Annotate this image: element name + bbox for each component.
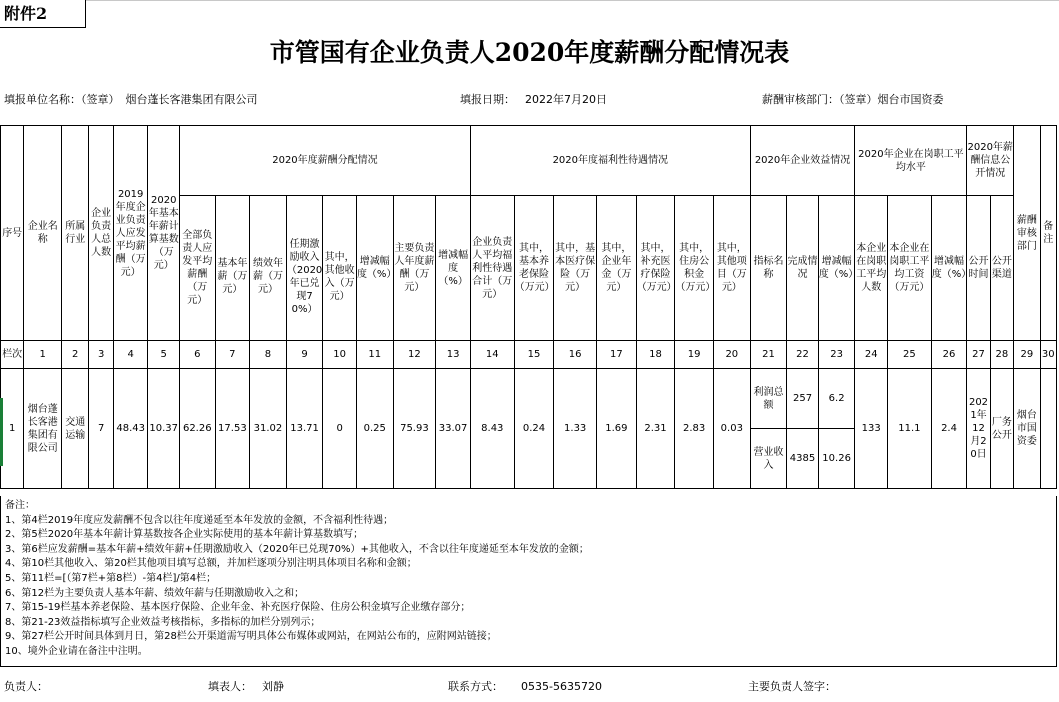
- header-disclose-channel: 公开渠道: [990, 196, 1013, 341]
- header-perf-indicator: 指标名称: [750, 196, 787, 341]
- selection-marker: [0, 398, 3, 466]
- header-welfare-other: 其中，其他项目（万元）: [713, 196, 750, 341]
- cell-review-dept: 烟台市国资委: [1014, 369, 1040, 489]
- fill-date-value: 2022年7月20日: [525, 93, 607, 106]
- header-pay-perf: 绩效年薪（万元）: [250, 214, 287, 341]
- cell-head-count: 7: [89, 369, 113, 489]
- colnum-19: 19: [675, 341, 714, 369]
- colnum-4: 4: [113, 341, 148, 369]
- cell-avg-2019: 48.43: [113, 369, 148, 489]
- colnum-5: 5: [148, 341, 180, 369]
- header-pay-basic: 基本年薪（万元）: [215, 214, 250, 341]
- colnum-6: 6: [179, 341, 215, 369]
- colnum-21: 21: [750, 341, 787, 369]
- cell-staff-count: 133: [855, 369, 888, 489]
- header-avg-2019: 2019年度企业负责人应发平均薪酬（万元）: [113, 126, 148, 341]
- header-welfare-total: 企业负责人平均福利性待遇合计（万元）: [470, 196, 514, 341]
- colnum-29: 29: [1014, 341, 1040, 369]
- review-dept-label: 薪酬审核部门：（签章）: [762, 93, 878, 106]
- cell-indicator-1: 利润总额: [750, 369, 787, 429]
- header-pay-spacer-3: [286, 196, 323, 214]
- colnum-12: 12: [393, 341, 436, 369]
- colnum-13: 13: [436, 341, 471, 369]
- header-seq: 序号: [1, 126, 24, 341]
- header-welfare-pension: 其中，基本养老保险（万元）: [514, 196, 554, 341]
- colnum-23: 23: [818, 341, 855, 369]
- note-item: 9、第27栏公开时间具体到月日，第28栏公开渠道需写明具体公布媒体或网站，在网站公布的，应附网站链接；: [5, 631, 497, 643]
- header-staff-wage: 本企业在岗职工平均工资（万元）: [887, 196, 931, 341]
- cell-main-head-change: 33.07: [436, 369, 471, 489]
- cell-staff-change: 2.4: [931, 369, 967, 489]
- header-welfare-annuity: 其中，企业年金（万元）: [597, 196, 637, 341]
- header-welfare-housing: 其中，住房公积金（万元）: [675, 196, 714, 341]
- colnum-3: 3: [89, 341, 113, 369]
- header-pay-avg: 全部负责人应发平均薪酬（万元）: [179, 196, 215, 341]
- fill-unit-label: 填报单位名称：（签章）: [4, 93, 120, 106]
- cell-indicator-2: 营业收入: [750, 429, 787, 489]
- page-title: 市管国有企业负责人2020年度薪酬分配情况表: [269, 38, 790, 67]
- header-main-head-pay: 主要负责人年度薪酬（万元）: [393, 196, 436, 341]
- cell-done-2: 4385: [787, 429, 819, 489]
- header-head-count: 企业负责人总人数: [89, 126, 113, 341]
- cell-industry: 交通运输: [62, 369, 89, 489]
- note-item: 6、第12栏为主要负责人基本年薪、绩效年薪与任期激励收入之和；: [5, 587, 305, 599]
- colnum-24: 24: [855, 341, 888, 369]
- cell-welfare-annuity: 1.69: [597, 369, 637, 489]
- cell-pay-basic: 17.53: [215, 369, 250, 489]
- colnum-27: 27: [967, 341, 990, 369]
- header-industry: 所属行业: [62, 126, 89, 341]
- attachment-label: 附件2: [0, 0, 86, 28]
- cell-disclose-time: 2021年12月20日: [967, 369, 990, 489]
- fill-unit: [4, 91, 258, 107]
- colnum-17: 17: [597, 341, 637, 369]
- colnum-30: 30: [1040, 341, 1056, 369]
- footer-contact-value: 0535-5635720: [521, 680, 602, 693]
- header-group-disclose: 2020年薪酬信息公开情况: [967, 126, 1014, 196]
- colnum-8: 8: [250, 341, 287, 369]
- header-main-head-change: 增减幅度（%）: [436, 196, 471, 341]
- colnum-11: 11: [356, 341, 393, 369]
- salary-table: [0, 125, 1057, 489]
- cell-welfare-other: 0.03: [713, 369, 750, 489]
- footer-sign: 主要负责人签字：: [748, 680, 836, 693]
- cell-welfare-total: 8.43: [470, 369, 514, 489]
- colnum-2: 2: [62, 341, 89, 369]
- footer-contact-label: 联系方式：: [448, 680, 503, 693]
- cell-pay-other: 0: [323, 369, 357, 489]
- header-group-welfare: 2020年度福利性待遇情况: [470, 126, 750, 196]
- cell-change-2: 10.26: [818, 429, 855, 489]
- colnum-10: 10: [323, 341, 357, 369]
- cell-company: 烟台蓬长客港集团有限公司: [24, 369, 62, 489]
- header-staff-count: 本企业在岗职工平均人数: [855, 196, 888, 341]
- cell-change-1: 6.2: [818, 369, 855, 429]
- colnum-9: 9: [286, 341, 323, 369]
- cell-disclose-channel: 厂务公开: [990, 369, 1013, 489]
- table-row: [1, 369, 1057, 429]
- header-group-staff: 2020年企业在岗职工平均水平: [855, 126, 967, 196]
- note-item: 10、境外企业请在备注中注明。: [5, 645, 148, 657]
- colnum-22: 22: [787, 341, 819, 369]
- header-pay-incentive: 任期激励收入（2020年已兑现70%）: [286, 214, 323, 341]
- colnum-1: 1: [24, 341, 62, 369]
- note-item: 7、第15-19栏基本养老保险、基本医疗保险、企业年金、补充医疗保险、住房公积金填写企业缴存部分；: [5, 602, 471, 614]
- footer-filler-value: 刘静: [262, 680, 284, 693]
- fill-date: [460, 91, 607, 107]
- header-pay-spacer-1: [215, 196, 250, 214]
- colnum-7: 7: [215, 341, 250, 369]
- colnum-20: 20: [713, 341, 750, 369]
- header-base-2020: 2020年基本年薪计算基数（万元）: [148, 126, 180, 341]
- cell-welfare-medical: 1.33: [554, 369, 597, 489]
- cell-welfare-supp: 2.31: [636, 369, 675, 489]
- header-pay-spacer-2: [250, 196, 287, 214]
- note-item: 8、第21-23效益指标填写企业效益考核指标，多指标的加栏分别列示；: [5, 616, 321, 628]
- cell-seq: 1: [1, 369, 24, 489]
- colnum-18: 18: [636, 341, 675, 369]
- colnum-14: 14: [470, 341, 514, 369]
- fill-unit-value: 烟台蓬长客港集团有限公司: [125, 93, 258, 106]
- header-remark: 备注: [1040, 126, 1056, 341]
- notes-section: [0, 496, 1057, 667]
- header-pay-spacer-4: [323, 196, 357, 214]
- review-dept-value: 烟台市国资委: [877, 93, 944, 106]
- note-item: 5、第11栏=[（第7栏+第8栏）-第4栏]/第4栏；: [5, 572, 217, 584]
- header-perf-done: 完成情况: [787, 196, 819, 341]
- header-group-pay: 2020年度薪酬分配情况: [179, 126, 470, 196]
- header-review-dept: 薪酬审核部门: [1014, 126, 1040, 341]
- review-dept-info: [762, 91, 944, 107]
- cell-welfare-housing: 2.83: [675, 369, 714, 489]
- colnum-label: 栏次: [1, 341, 24, 369]
- cell-pay-avg: 62.26: [179, 369, 215, 489]
- note-item: 4、第10栏其他收入、第20栏其他项目填写总额，并加栏逐项分别注明具体项目名称和金额；: [5, 558, 417, 570]
- cell-done-1: 257: [787, 369, 819, 429]
- colnum-25: 25: [887, 341, 931, 369]
- cell-main-head-pay: 75.93: [393, 369, 436, 489]
- note-item: 1、第4栏2019年度应发薪酬不包含以往年度递延至本年发放的金额，不含福利性待遇；: [5, 514, 394, 526]
- header-pay-other: 其中，其他收入（万元）: [323, 214, 357, 341]
- header-perf-change: 增减幅度（%）: [818, 196, 855, 341]
- footer-head: 负责人：: [4, 680, 48, 693]
- cell-welfare-pension: 0.24: [514, 369, 554, 489]
- colnum-16: 16: [554, 341, 597, 369]
- header-company: 企业名称: [24, 126, 62, 341]
- colnum-15: 15: [514, 341, 554, 369]
- cell-base-2020: 10.37: [148, 369, 180, 489]
- note-item: 3、第6栏应发薪酬=基本年薪+绩效年薪+任期激励收入（2020年已兑现70%）+其他收入，不含以往年度递延至本年发放的金额；: [5, 543, 589, 555]
- sheet-top-gridline: [86, 0, 1059, 1]
- footer-filler: [208, 678, 284, 694]
- colnum-26: 26: [931, 341, 967, 369]
- header-welfare-supp: 其中，补充医疗保险（万元）: [636, 196, 675, 341]
- note-title: 备注：: [5, 500, 35, 511]
- header-group-perf: 2020年企业效益情况: [750, 126, 855, 196]
- header-staff-change: 增减幅度（%）: [931, 196, 967, 341]
- cell-pay-incentive: 13.71: [286, 369, 323, 489]
- header-welfare-medical: 其中，基本医疗保险（万元）: [554, 196, 597, 341]
- note-item: 2、第5栏2020年基本年薪计算基数按各企业实际使用的基本年薪计算基数填写；: [5, 529, 364, 541]
- fill-date-label: 填报日期：: [460, 93, 515, 106]
- colnum-28: 28: [990, 341, 1013, 369]
- cell-staff-wage: 11.1: [887, 369, 931, 489]
- cell-pay-change: 0.25: [356, 369, 393, 489]
- footer-contact: [448, 678, 602, 694]
- footer-filler-label: 填表人：: [208, 680, 252, 693]
- header-disclose-time: 公开时间: [967, 196, 990, 341]
- cell-pay-perf: 31.02: [250, 369, 287, 489]
- column-number-row: [1, 341, 1057, 369]
- header-pay-change: 增减幅度（%）: [356, 196, 393, 341]
- cell-remark: [1040, 369, 1056, 489]
